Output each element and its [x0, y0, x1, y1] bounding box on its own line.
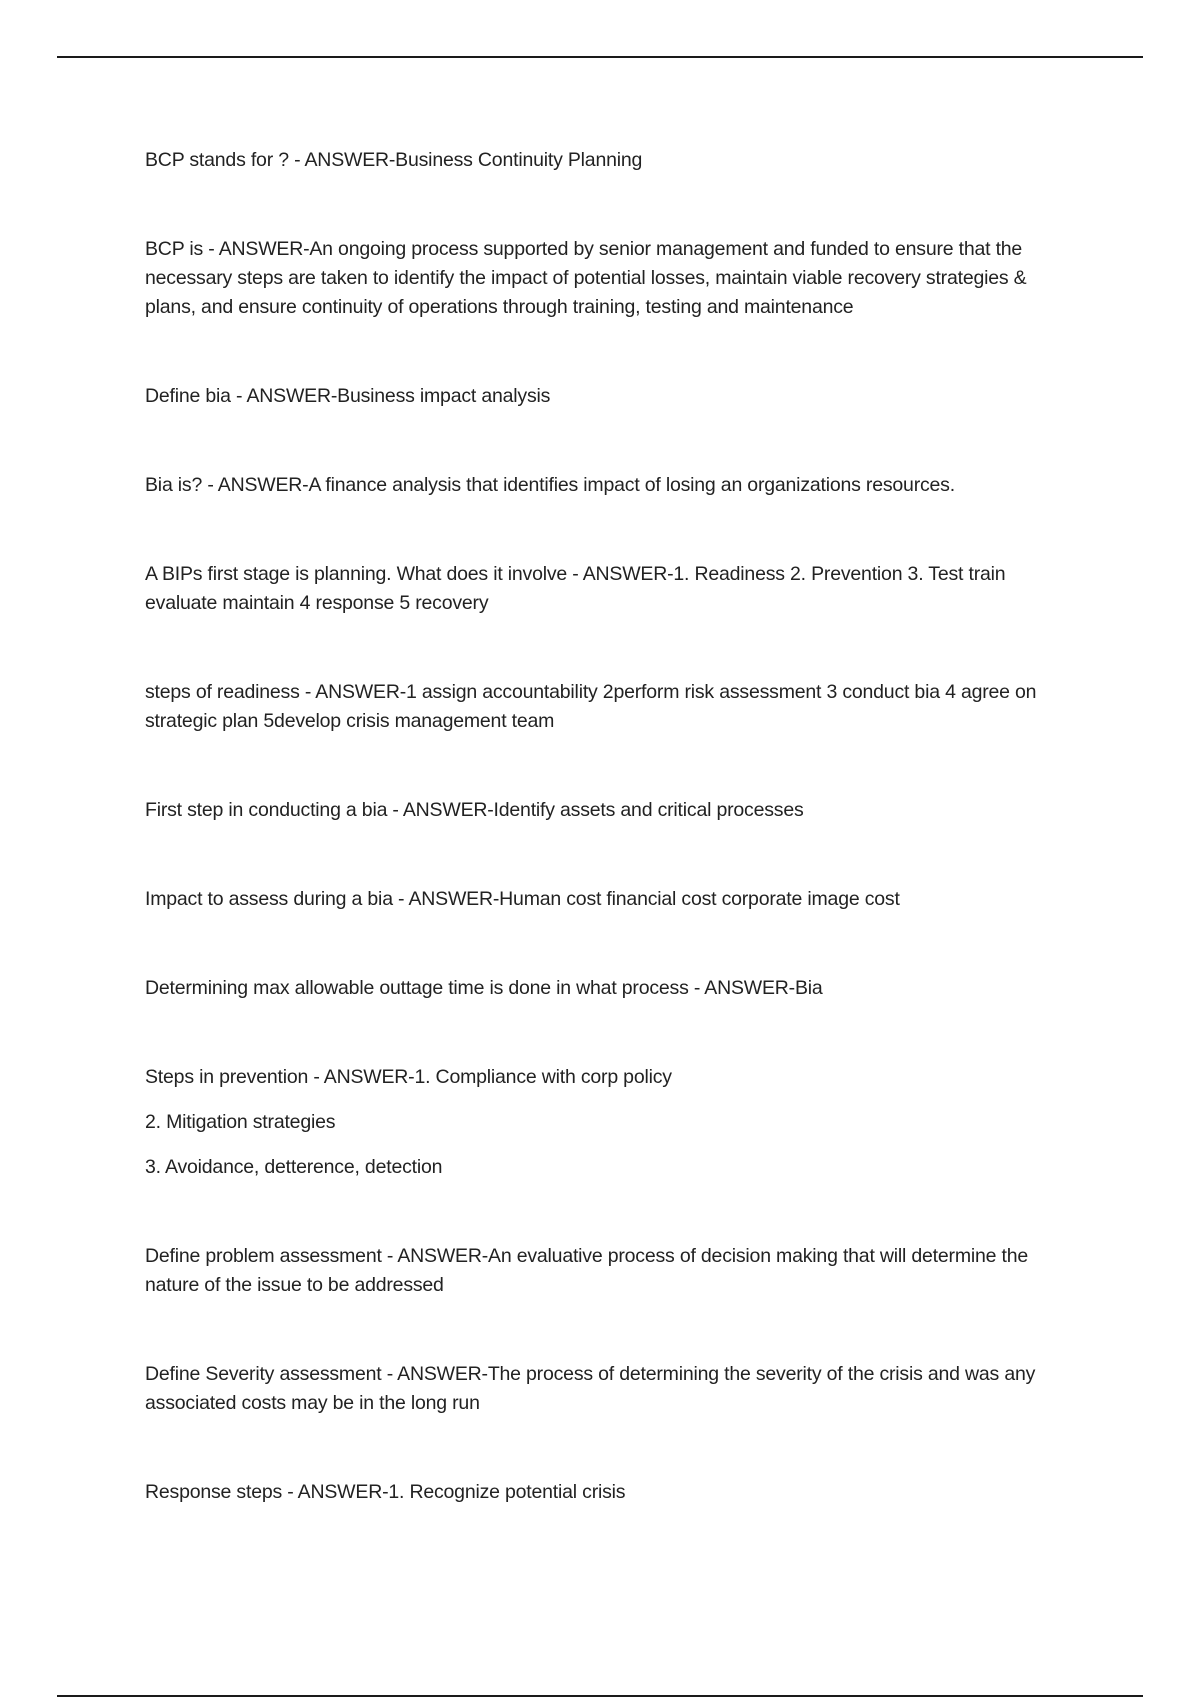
qa-item-bcp-stands-for: [145, 146, 1065, 175]
bottom-rule: [57, 1695, 1143, 1697]
qa-item-steps-in-prevention: [145, 1063, 1065, 1182]
qa-text: A BIPs first stage is planning. What does it involve - ANSWER-1. Readiness 2. Prevention 3. Test train evaluate maintain 4 response 5 recovery: [145, 563, 1006, 614]
qa-item-max-outage-time: [145, 974, 1065, 1003]
qa-item-severity-assessment: [145, 1360, 1065, 1418]
qa-item-steps-of-readiness: [145, 678, 1065, 736]
qa-text: BCP stands for ? - ANSWER-Business Continuity Planning: [145, 149, 643, 171]
qa-item-first-step-bia: [145, 796, 1065, 825]
qa-text: Define bia - ANSWER-Business impact analysis: [145, 385, 551, 407]
qa-text-line: 3. Avoidance, detterence, detection: [145, 1156, 443, 1178]
top-rule: [57, 56, 1143, 58]
qa-item-bcp-is: [145, 235, 1065, 322]
qa-item-bia-is: [145, 471, 1065, 500]
qa-text: Steps in prevention - ANSWER-1. Compliance with corp policy: [145, 1066, 672, 1088]
qa-text: Define problem assessment - ANSWER-An evaluative process of decision making that will determine the nature of the issue to be addressed: [145, 1245, 1029, 1296]
qa-item-bip-first-stage: [145, 560, 1065, 618]
qa-text: Bia is? - ANSWER-A finance analysis that identifies impact of losing an organizations resources.: [145, 474, 955, 496]
qa-text: Determining max allowable outtage time is done in what process - ANSWER-Bia: [145, 977, 823, 999]
qa-text: First step in conducting a bia - ANSWER-Identify assets and critical processes: [145, 799, 804, 821]
qa-text-line: 2. Mitigation strategies: [145, 1111, 336, 1133]
qa-text: Define Severity assessment - ANSWER-The process of determining the severity of the crisis and was any associated costs may be in the long run: [145, 1363, 1036, 1414]
qa-text: Response steps - ANSWER-1. Recognize potential crisis: [145, 1481, 626, 1503]
qa-item-problem-assessment: [145, 1242, 1065, 1300]
qa-item-impact-to-assess: [145, 885, 1065, 914]
document-body: [145, 146, 1065, 1567]
qa-item-define-bia: [145, 382, 1065, 411]
qa-item-response-steps: [145, 1478, 1065, 1507]
qa-text: BCP is - ANSWER-An ongoing process supported by senior management and funded to ensure that the necessary steps are taken to identify the impact of potential losses, maintain viable recovery strategies & plans, and ensure continuity of operations through training, testing and maintenance: [145, 238, 1027, 318]
qa-text: steps of readiness - ANSWER-1 assign accountability 2perform risk assessment 3 conduct bia 4 agree on strategic plan 5develop crisis management team: [145, 681, 1037, 732]
qa-text: Impact to assess during a bia - ANSWER-Human cost financial cost corporate image cost: [145, 888, 900, 910]
